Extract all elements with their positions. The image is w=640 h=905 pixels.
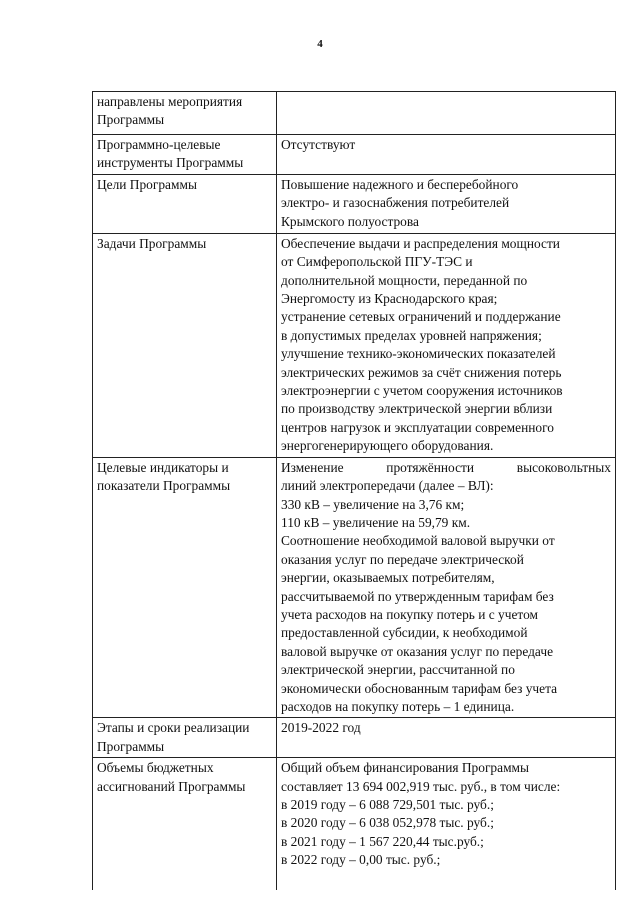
value-line: в 2020 году – 6 038 052,978 тыс. руб.; [281, 815, 494, 831]
value-line: центров нагрузок и эксплуатации современного [281, 419, 554, 435]
value-line: Соотношение необходимой валовой выручки от [281, 533, 555, 549]
value-line: Изменение протяжённости высоковольтных [281, 459, 611, 475]
value-line: энергии, оказываемых потребителям, [281, 570, 495, 586]
label-line: Этапы и сроки реализации [97, 720, 250, 736]
value-line: электроэнергии с учетом сооружения источников [281, 383, 563, 399]
table-row [93, 457, 616, 718]
program-passport-table [92, 91, 616, 890]
row-value-cell [277, 758, 616, 891]
value-line: линий электропередачи (далее – ВЛ): [281, 478, 494, 494]
value-line: Обеспечение выдачи и распределения мощности [281, 235, 560, 251]
value-line: в 2021 году – 1 567 220,44 тыс.руб.; [281, 833, 484, 849]
row-value-cell [277, 135, 616, 175]
value-line: расходов на покупку потерь – 1 единица. [281, 698, 515, 714]
value-line: рассчитываемой по утвержденным тарифам без [281, 588, 554, 604]
value-line: электрической энергии, рассчитанной по [281, 662, 515, 678]
value-line: по производству электрической энергии вблизи [281, 401, 553, 417]
value-line: предоставленной субсидии, к необходимой [281, 625, 528, 641]
value-line: дополнительной мощности, переданной по [281, 272, 528, 288]
row-label-cell [93, 457, 277, 718]
label-line: показатели Программы [97, 478, 231, 494]
row-label-cell [93, 174, 277, 233]
value-line: валовой выручке от оказания услуг по передаче [281, 643, 554, 659]
value-line: в допустимых пределах уровней напряжения; [281, 327, 542, 343]
value-line: 2019-2022 год [281, 720, 361, 736]
label-line: направлены мероприятия [97, 94, 243, 109]
value-line: Крымского полуострова [281, 213, 419, 229]
value-line: экономически обоснованным тарифам без учета [281, 680, 558, 696]
table-row [93, 135, 616, 175]
label-line: Программы [97, 112, 165, 128]
value-line: энергогенерирующего оборудования. [281, 438, 494, 454]
table-row [93, 92, 616, 135]
row-label-cell [93, 92, 277, 135]
table-row [93, 758, 616, 891]
label-line: Целевые индикаторы и [97, 459, 229, 475]
row-label-cell [93, 233, 277, 457]
value-line: улучшение технико-экономических показателей [281, 346, 556, 362]
row-value-cell [277, 92, 616, 135]
value-line: Повышение надежного и бесперебойного [281, 176, 519, 192]
label-line: Объемы бюджетных [97, 760, 214, 776]
value-line: электро- и газоснабжения потребителей [281, 195, 510, 211]
label-line: инструменты Программы [97, 155, 244, 171]
row-label-cell [93, 758, 277, 891]
table-row [93, 233, 616, 457]
row-value-cell [277, 233, 616, 457]
value-line: устранение сетевых ограничений и поддержание [281, 309, 561, 325]
label-line: Программно-целевые [97, 137, 221, 152]
value-line: Общий объем финансирования Программы [281, 760, 530, 776]
row-value-cell [277, 718, 616, 758]
row-value-cell [277, 457, 616, 718]
table-row [93, 174, 616, 233]
value-line: в 2019 году – 6 088 729,501 тыс. руб.; [281, 797, 494, 812]
value-line: электрических режимов за счёт снижения потерь [281, 364, 562, 380]
value-line: в 2022 году – 0,00 тыс. руб.; [281, 852, 441, 868]
table-row [93, 718, 616, 758]
value-line: Энергомосту из Краснодарского края; [281, 291, 498, 307]
row-value-cell [277, 174, 616, 233]
label-line: Программы [97, 738, 165, 754]
value-line: оказания услуг по передаче электрической [281, 551, 524, 567]
value-line: учета расходов на покупку потерь и с учетом [281, 606, 539, 622]
label-line: Цели Программы [97, 176, 197, 192]
value-line: Отсутствуют [281, 137, 356, 152]
value-line: от Симферопольской ПГУ-ТЭС и [281, 254, 473, 270]
row-label-cell [93, 718, 277, 758]
label-line: ассигнований Программы [97, 778, 246, 794]
row-label-cell [93, 135, 277, 175]
value-line: 110 кВ – увеличение на 59,79 км. [281, 514, 471, 530]
page-number: 4 [317, 38, 323, 50]
value-line: составляет 13 694 002,919 тыс. руб., в том числе: [281, 778, 561, 794]
value-line: 330 кВ – увеличение на 3,76 км; [281, 496, 465, 512]
label-line: Задачи Программы [97, 235, 207, 251]
